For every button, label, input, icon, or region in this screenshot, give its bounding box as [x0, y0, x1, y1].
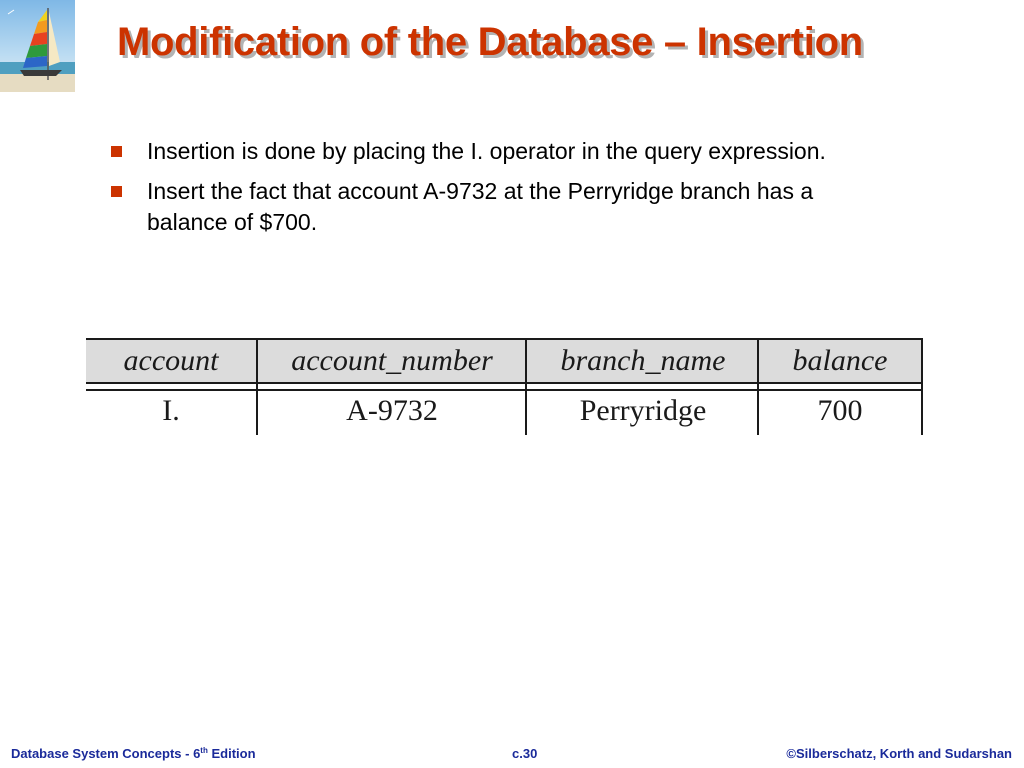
qbe-skeleton-table — [86, 338, 926, 435]
bullet-item — [110, 176, 880, 238]
cell-balance: 700 — [817, 394, 863, 427]
footer-book-title — [11, 746, 256, 761]
column-header-account: account — [123, 344, 219, 377]
footer-copyright: ©Silberschatz, Korth and Sudarshan — [786, 746, 1012, 761]
cell-branch-name: Perryridge — [579, 394, 707, 427]
sailboat-logo-icon — [0, 0, 75, 92]
slide-title: Modification of the Database – Insertion — [117, 20, 863, 64]
bullet-list — [110, 136, 880, 247]
footer-edition-suffix: th — [200, 746, 208, 755]
column-header-branch-name: branch_name — [560, 344, 726, 377]
footer-page-number: c.30 — [512, 746, 538, 761]
cell-insert-operator: I. — [162, 394, 180, 427]
footer-book: Database System Concepts - 6 — [11, 746, 201, 761]
footer-edition-word: Edition — [211, 746, 256, 761]
column-header-account-number: account_number — [291, 344, 493, 377]
cell-account-number: A-9732 — [346, 394, 438, 427]
square-bullet-icon — [111, 186, 122, 197]
column-header-balance: balance — [792, 344, 888, 377]
bullet-item — [110, 136, 880, 167]
bullet-text: Insert the fact that account A-9732 at the Perryridge branch has a balance of $700. — [147, 178, 814, 235]
square-bullet-icon — [111, 146, 122, 157]
bullet-text: Insertion is done by placing the I. operator in the query expression. — [147, 138, 826, 164]
